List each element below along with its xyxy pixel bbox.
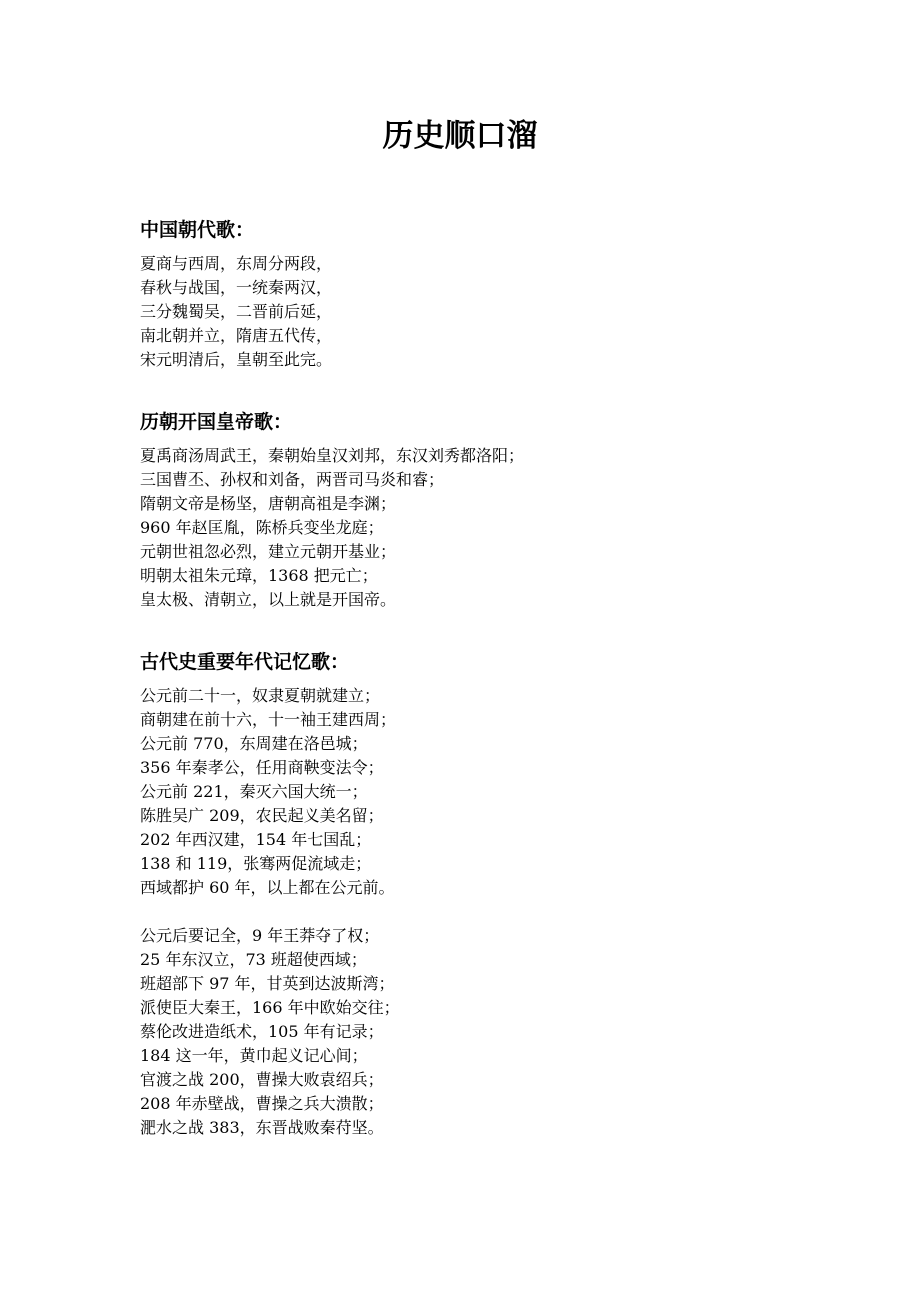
verse-line: 202 年西汉建，154 年七国乱； bbox=[140, 830, 372, 849]
verse-line: 公元前 770，东周建在洛邑城； bbox=[140, 734, 368, 753]
verse-line: 公元前 221，秦灭六国大统一； bbox=[140, 782, 368, 801]
verse-line: 南北朝并立，隋唐五代传， bbox=[140, 326, 333, 345]
verse-line: 184 这一年，黄巾起义记心间； bbox=[140, 1046, 368, 1065]
verse-lines-bc bbox=[140, 684, 840, 900]
verse-line: 208 年赤壁战，曹操之兵大溃散； bbox=[140, 1094, 384, 1113]
verse-line: 西域都护 60 年，以上都在公元前。 bbox=[140, 878, 395, 897]
verse-lines-ad bbox=[140, 924, 840, 1140]
verse-line: 三分魏蜀吴，二晋前后延， bbox=[140, 302, 333, 321]
verse-line: 陈胜吴广 209，农民起义美名留； bbox=[140, 806, 384, 825]
section-dynasty-song bbox=[140, 216, 840, 372]
section-important-years-song bbox=[140, 648, 840, 1140]
section-heading: 中国朝代歌： bbox=[140, 219, 255, 241]
verse-line: 25 年东汉立，73 班超使西域； bbox=[140, 950, 367, 969]
verse-line: 夏商与西周，东周分两段， bbox=[140, 254, 333, 273]
verse-line: 960 年赵匡胤，陈桥兵变坐龙庭； bbox=[140, 518, 384, 537]
verse-lines bbox=[140, 252, 840, 372]
verse-line: 公元前二十一，奴隶夏朝就建立； bbox=[140, 686, 381, 705]
section-heading: 历朝开国皇帝歌： bbox=[140, 411, 293, 433]
verse-line: 元朝世祖忽必烈，建立元朝开基业； bbox=[140, 542, 397, 561]
verse-line: 派使臣大秦王，166 年中欧始交往； bbox=[140, 998, 400, 1017]
verse-line: 宋元明清后，皇朝至此完。 bbox=[140, 350, 333, 369]
verse-line: 皇太极、清朝立，以上就是开国帝。 bbox=[140, 590, 397, 609]
verse-line: 淝水之战 383，东晋战败秦苻坚。 bbox=[140, 1118, 384, 1137]
verse-line: 公元后要记全，9 年王莽夺了权； bbox=[140, 926, 380, 945]
verse-line: 班超部下 97 年，甘英到达波斯湾； bbox=[140, 974, 395, 993]
section-heading: 古代史重要年代记忆歌： bbox=[140, 651, 350, 673]
verse-lines bbox=[140, 444, 840, 612]
verse-line: 春秋与战国，一统秦两汉， bbox=[140, 278, 333, 297]
document-title: 历史顺口溜 bbox=[382, 118, 538, 154]
verse-line: 商朝建在前十六，十一袖王建西周； bbox=[140, 710, 397, 729]
verse-line: 138 和 119，张骞两促流域走； bbox=[140, 854, 372, 873]
stanza-gap bbox=[140, 900, 840, 924]
verse-line: 明朝太祖朱元璋，1368 把元亡； bbox=[140, 566, 378, 585]
verse-line: 356 年秦孝公，任用商鞅变法令； bbox=[140, 758, 384, 777]
verse-line: 夏禹商汤周武王，秦朝始皇汉刘邦，东汉刘秀都洛阳； bbox=[140, 446, 525, 465]
verse-line: 蔡伦改进造纸术，105 年有记录； bbox=[140, 1022, 384, 1041]
verse-line: 官渡之战 200，曹操大败袁绍兵； bbox=[140, 1070, 384, 1089]
verse-line: 隋朝文帝是杨坚，唐朝高祖是李渊； bbox=[140, 494, 397, 513]
section-founding-emperors-song bbox=[140, 408, 840, 612]
verse-line: 三国曹丕、孙权和刘备，两晋司马炎和睿； bbox=[140, 470, 445, 489]
